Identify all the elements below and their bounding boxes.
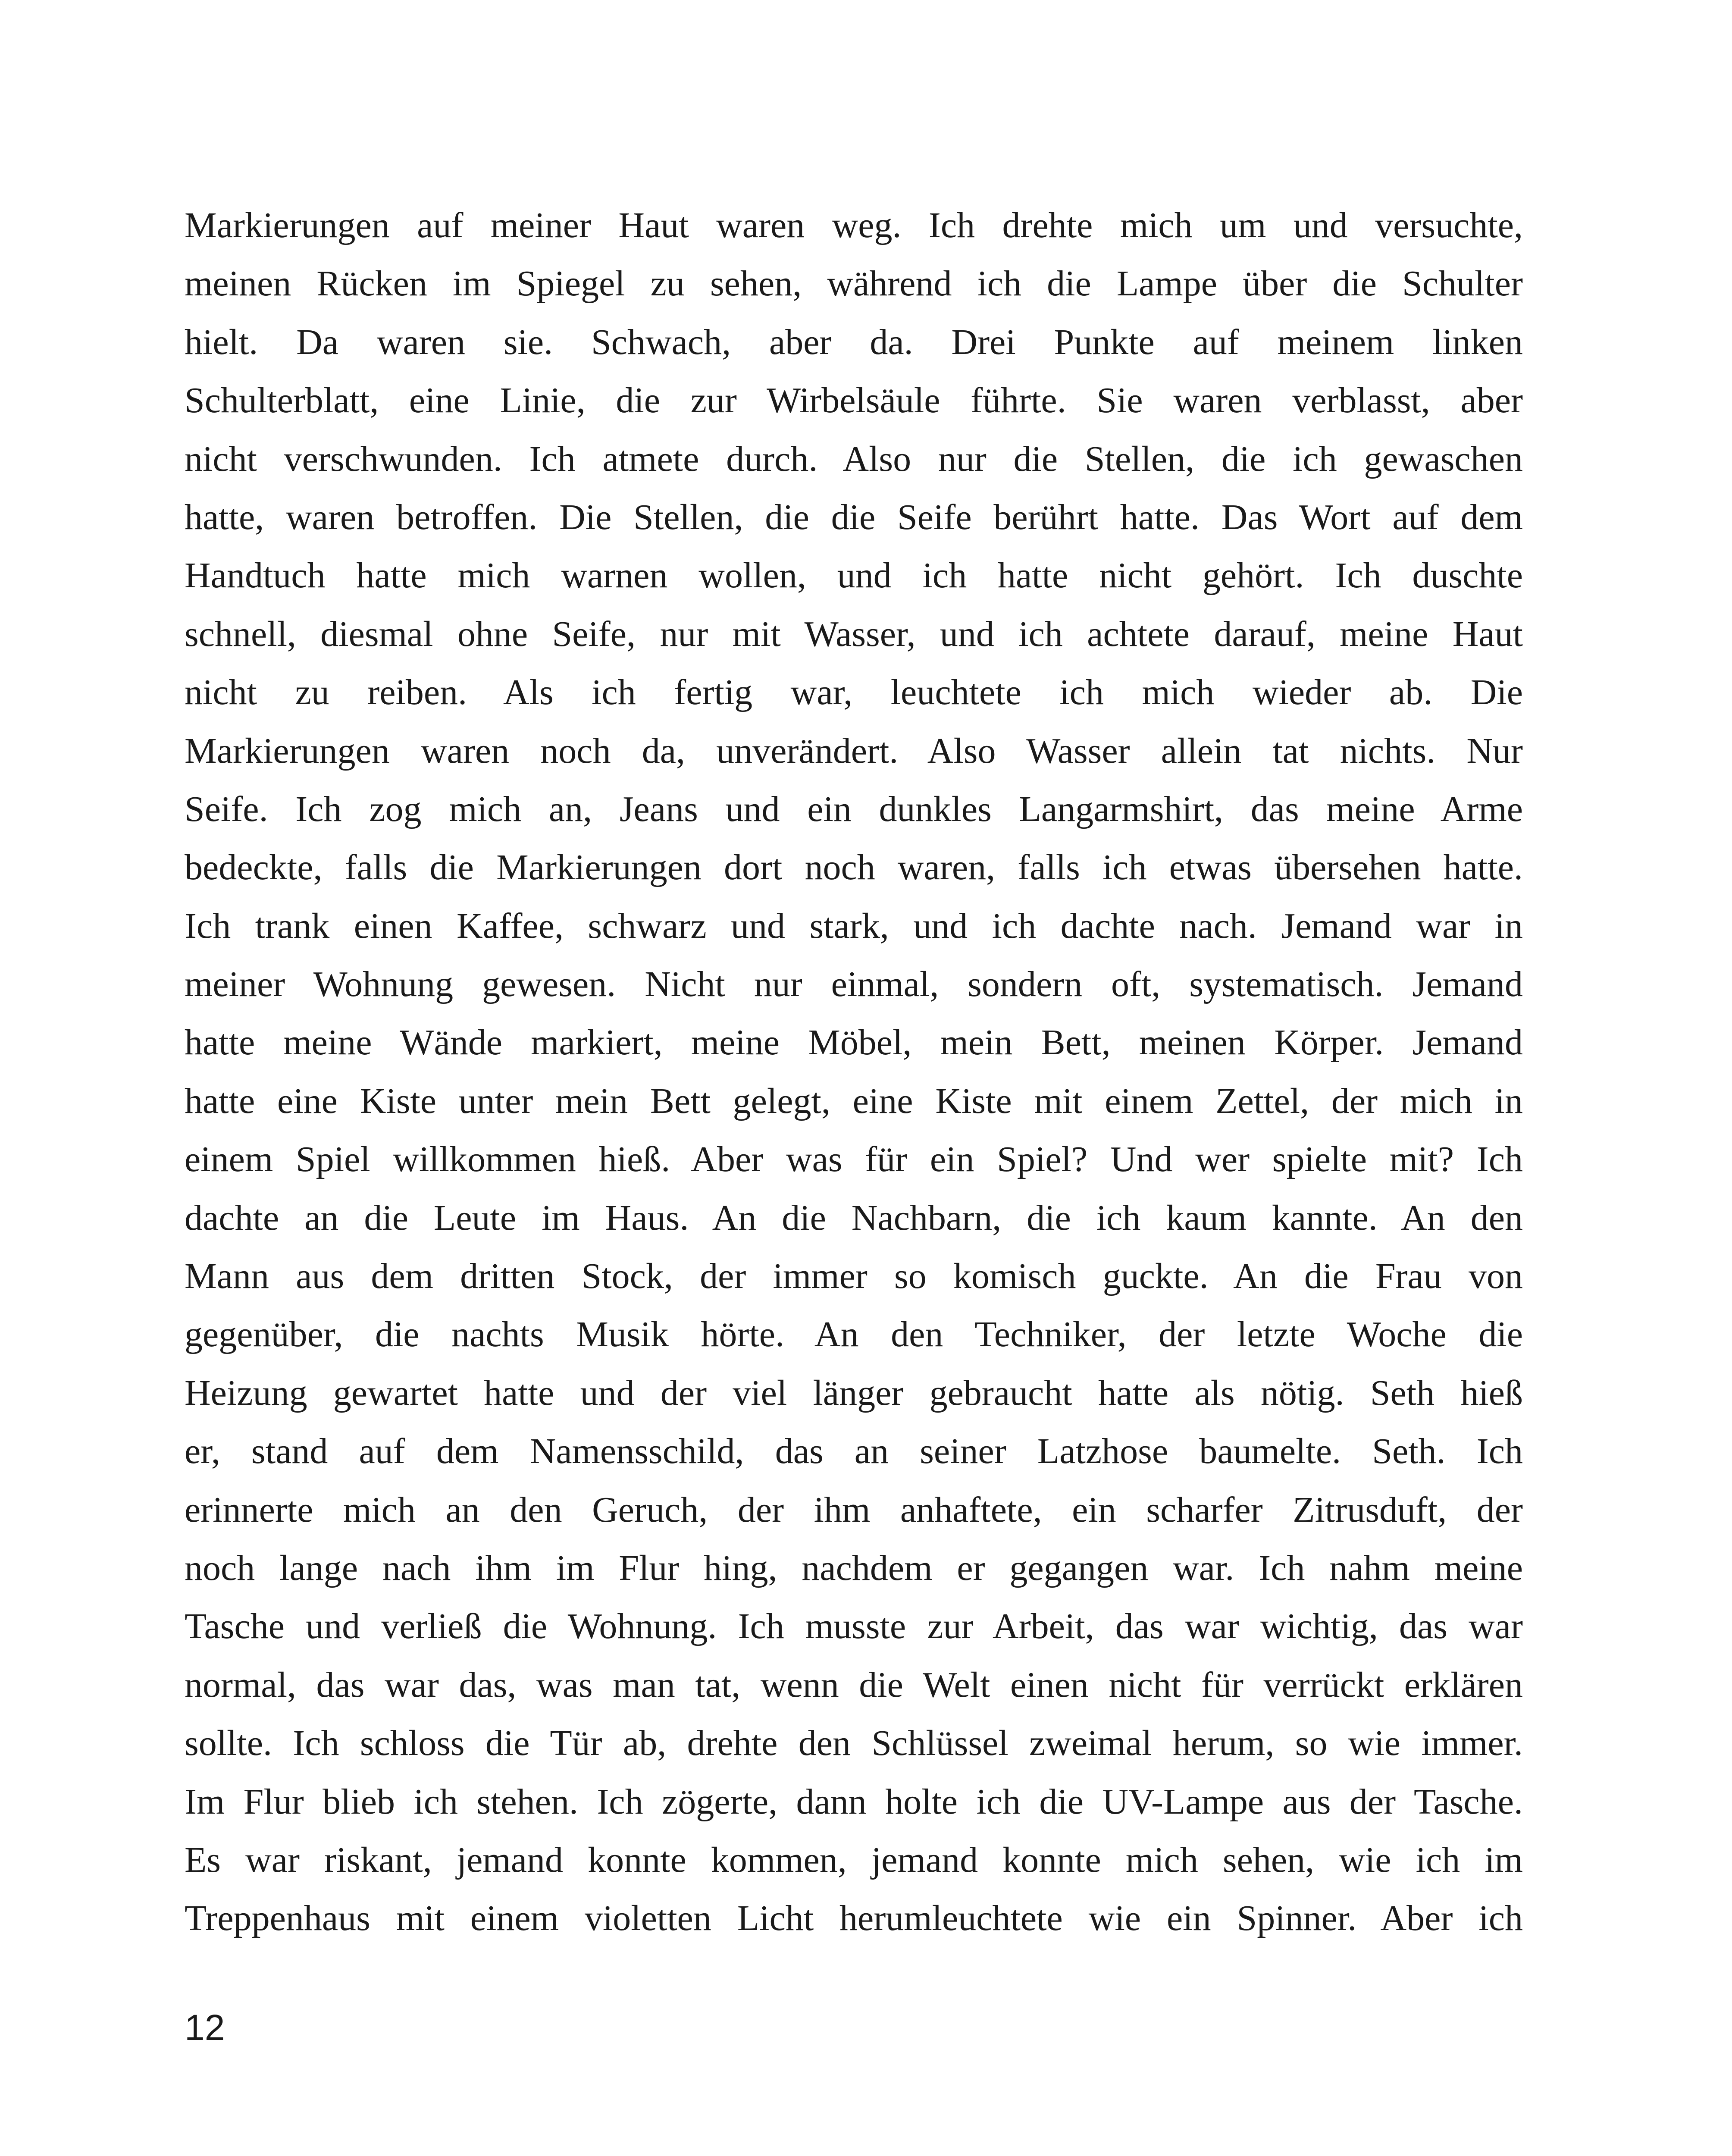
text-line: Schulterblatt, eine Linie, die zur Wirbelsäule führte. Sie waren verblasst, aber — [185, 380, 1523, 421]
text-line: einem Spiel willkommen hieß. Aber was für ein Spiel? Und wer spielte mit? Ich — [185, 1139, 1523, 1180]
text-line: gegenüber, die nachts Musik hörte. An den Techniker, der letzte Woche die — [185, 1314, 1523, 1355]
text-line: Markierungen waren noch da, unverändert. Also Wasser allein tat nichts. Nur — [185, 730, 1523, 771]
text-line: Tasche und verließ die Wohnung. Ich musste zur Arbeit, das war wichtig, das war — [185, 1606, 1523, 1647]
text-line: dachte an die Leute im Haus. An die Nachbarn, die ich kaum kannte. An den — [185, 1197, 1523, 1238]
text-line: hatte meine Wände markiert, meine Möbel, mein Bett, meinen Körper. Jemand — [185, 1022, 1523, 1063]
text-line: Im Flur blieb ich stehen. Ich zögerte, dann holte ich die UV-Lampe aus der Tasche. — [185, 1781, 1523, 1822]
text-line: Es war riskant, jemand konnte kommen, jemand konnte mich sehen, wie ich im — [185, 1839, 1523, 1880]
text-line: noch lange nach ihm im Flur hing, nachdem er gegangen war. Ich nahm meine — [185, 1548, 1523, 1588]
text-line: Markierungen auf meiner Haut waren weg. Ich drehte mich um und versuchte, — [185, 205, 1523, 245]
text-line: meinen Rücken im Spiegel zu sehen, während ich die Lampe über die Schulter — [185, 263, 1523, 304]
text-line: normal, das war das, was man tat, wenn die Welt einen nicht für verrückt erklären — [185, 1664, 1523, 1705]
text-line: hatte eine Kiste unter mein Bett gelegt, eine Kiste mit einem Zettel, der mich in — [185, 1081, 1523, 1121]
text-line: bedeckte, falls die Markierungen dort noch waren, falls ich etwas übersehen hatte. — [185, 847, 1523, 888]
text-line: hielt. Da waren sie. Schwach, aber da. Drei Punkte auf meinem linken — [185, 322, 1523, 362]
text-line: Seife. Ich zog mich an, Jeans und ein dunkles Langarmshirt, das meine Arme — [185, 789, 1523, 829]
text-line: nicht verschwunden. Ich atmete durch. Also nur die Stellen, die ich gewaschen — [185, 439, 1523, 479]
text-line: schnell, diesmal ohne Seife, nur mit Wasser, und ich achtete darauf, meine Haut — [185, 614, 1523, 654]
body-text — [185, 196, 1523, 1948]
text-line: erinnerte mich an den Geruch, der ihm anhaftete, ein scharfer Zitrusduft, der — [185, 1489, 1523, 1530]
text-line: Heizung gewartet hatte und der viel länger gebraucht hatte als nötig. Seth hieß — [185, 1373, 1523, 1413]
text-line: Handtuch hatte mich warnen wollen, und ich hatte nicht gehört. Ich duschte — [185, 555, 1523, 596]
text-line: er, stand auf dem Namensschild, das an seiner Latzhose baumelte. Seth. Ich — [185, 1431, 1523, 1472]
text-line: sollte. Ich schloss die Tür ab, drehte den Schlüssel zweimal herum, so wie immer. — [185, 1723, 1523, 1764]
text-line: nicht zu reiben. Als ich fertig war, leuchtete ich mich wieder ab. Die — [185, 672, 1523, 713]
text-line: Treppenhaus mit einem violetten Licht herumleuchtete wie ein Spinner. Aber ich — [185, 1898, 1523, 1939]
text-line: Ich trank einen Kaffee, schwarz und stark, und ich dachte nach. Jemand war in — [185, 906, 1523, 946]
text-line: meiner Wohnung gewesen. Nicht nur einmal, sondern oft, systematisch. Jemand — [185, 964, 1523, 1005]
page-number: 12 — [185, 2007, 225, 2048]
text-line: Mann aus dem dritten Stock, der immer so komisch guckte. An die Frau von — [185, 1256, 1523, 1297]
text-line: hatte, waren betroffen. Die Stellen, die die Seife berührt hatte. Das Wort auf dem — [185, 497, 1523, 537]
